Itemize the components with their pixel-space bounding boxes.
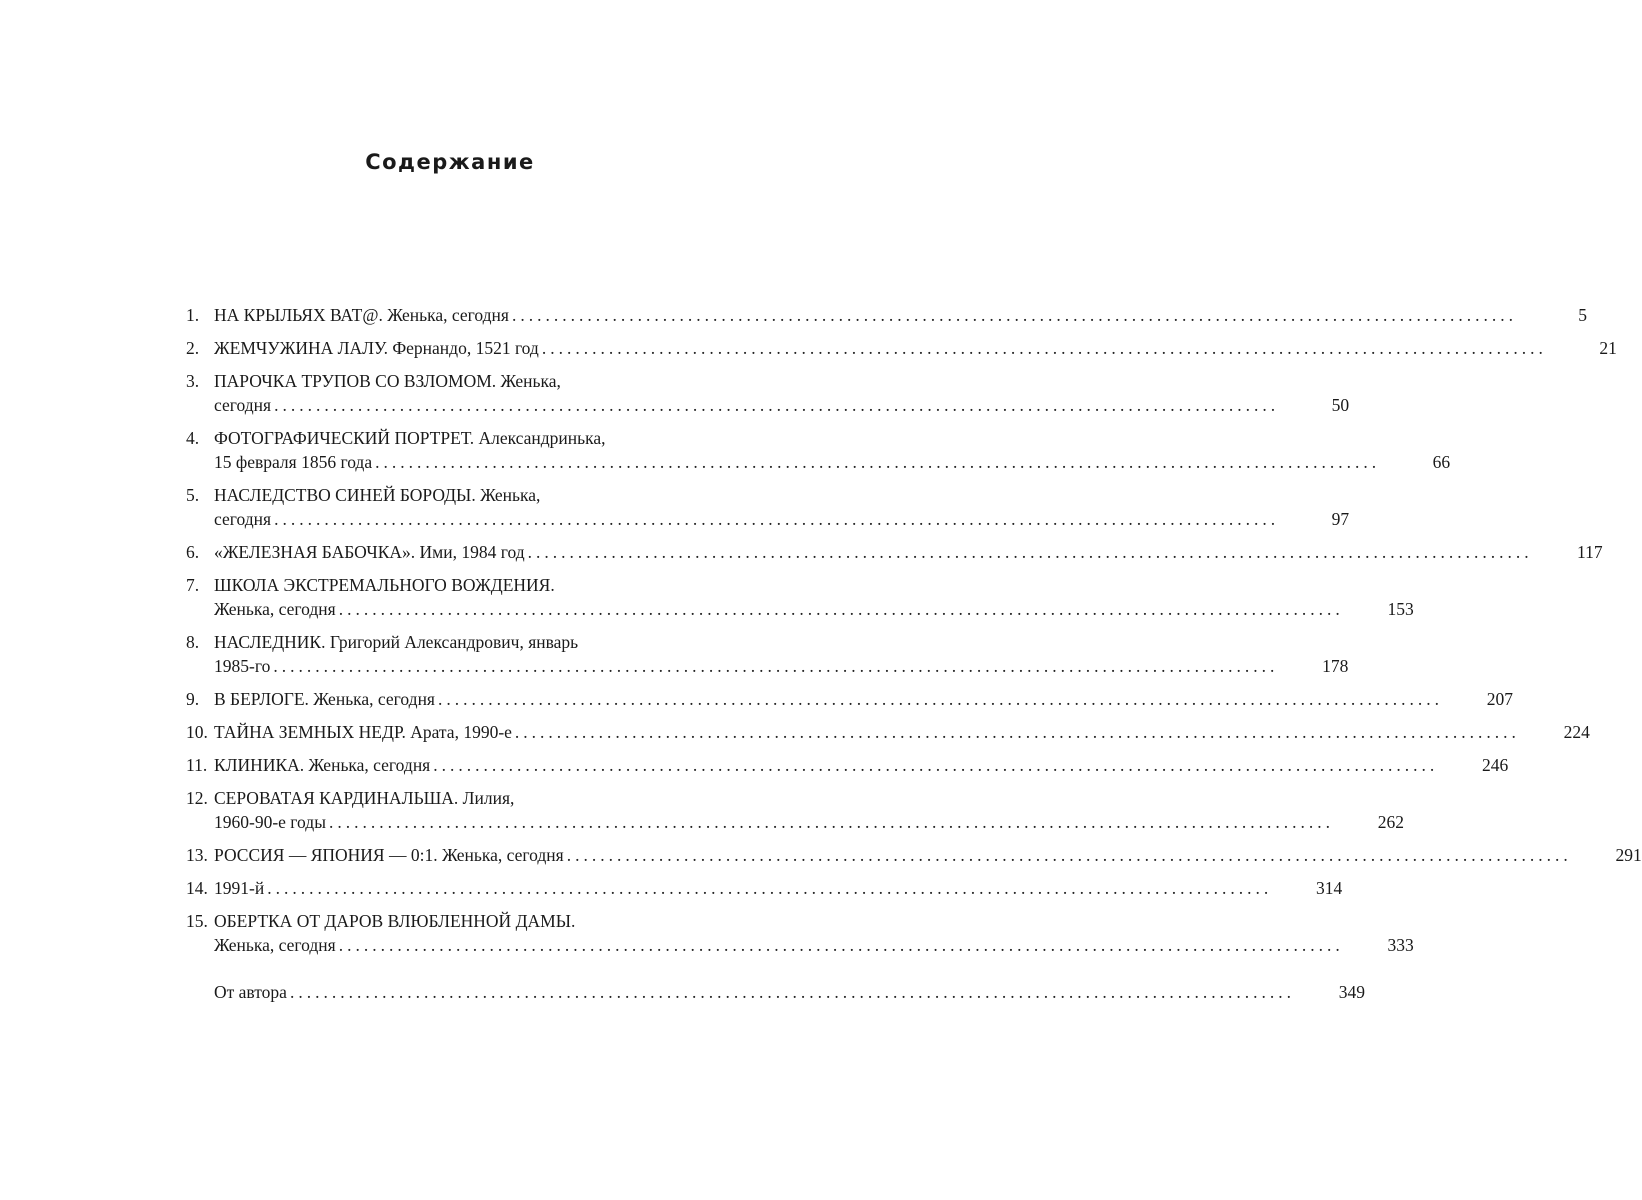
page-number: 314 <box>1315 878 1343 898</box>
dot-leader: ........................................................................................................................ <box>289 982 1295 1002</box>
page-title: Содержание <box>365 150 535 174</box>
page-number: 246 <box>1481 755 1509 775</box>
chapter-title-text: РОССИЯ — ЯПОНИЯ — 0:1. Женька, сегодня <box>214 845 564 865</box>
chapter-title-text: «ЖЕЛЕЗНАЯ БАБОЧКА». Ими, 1984 год <box>214 542 525 562</box>
chapter-title-text: сегодня <box>214 509 272 529</box>
toc-entry <box>186 843 1642 867</box>
chapter-title-text: В БЕРЛОГЕ. Женька, сегодня <box>214 689 435 709</box>
chapter-title-text: 1985-го <box>214 656 271 676</box>
chapter-title-text: НА КРЫЛЬЯХ ВАТ@. Женька, сегодня <box>214 305 509 325</box>
page-number: 50 <box>1331 395 1350 415</box>
page-number: 207 <box>1486 689 1513 709</box>
toc-entry <box>186 369 1350 417</box>
chapter-number: 7. <box>186 575 200 595</box>
toc-entry <box>186 303 1587 327</box>
chapter-number: 11. <box>186 755 208 775</box>
chapter-number: 1. <box>186 305 200 325</box>
toc-entry <box>186 336 1617 360</box>
page-number: 97 <box>1331 509 1350 529</box>
chapter-number: 13. <box>186 845 208 865</box>
toc-entry <box>186 426 1451 474</box>
dot-leader: ........................................................................................................................ <box>267 878 1273 898</box>
chapter-title-text: ТАЙНА ЗЕМНЫХ НЕДР. Арата, 1990-е <box>214 722 512 742</box>
chapter-number: 9. <box>186 689 200 709</box>
dot-leader: ........................................................................................................................ <box>338 599 1344 619</box>
page-number: 5 <box>1578 305 1587 325</box>
chapter-number: 8. <box>186 632 200 652</box>
dot-leader: ........................................................................................................................ <box>328 812 1334 832</box>
chapter-number: 10. <box>186 722 208 742</box>
dot-leader: ........................................................................................................................ <box>541 338 1547 358</box>
toc-entry <box>186 909 1414 957</box>
dot-leader: ........................................................................................................................ <box>338 935 1344 955</box>
table-of-contents <box>186 303 1642 1013</box>
chapter-title-text: От автора <box>214 982 287 1002</box>
toc-entry <box>186 540 1603 564</box>
dot-leader: ........................................................................................................................ <box>375 452 1381 472</box>
toc-entry <box>186 753 1509 777</box>
toc-entry <box>186 720 1590 744</box>
dot-leader: ........................................................................................................................ <box>566 845 1572 865</box>
chapter-number: 4. <box>186 428 200 448</box>
chapter-title-text: 15 февраля 1856 года <box>214 452 373 472</box>
toc-entry <box>186 980 1365 1004</box>
page-number: 21 <box>1599 338 1617 358</box>
chapter-title-line: ФОТОГРАФИЧЕСКИЙ ПОРТРЕТ. Александринька, <box>214 428 606 448</box>
chapter-title-line: ОБЕРТКА ОТ ДАРОВ ВЛЮБЛЕННОЙ ДАМЫ. <box>214 911 576 931</box>
dot-leader: ........................................................................................................................ <box>274 395 1280 415</box>
dot-leader: ........................................................................................................................ <box>511 305 1517 325</box>
chapter-title-text: 1991-й <box>214 878 265 898</box>
chapter-title-line: СЕРОВАТАЯ КАРДИНАЛЬША. Лилия, <box>214 788 515 808</box>
dot-leader: ........................................................................................................................ <box>437 689 1443 709</box>
toc-entry <box>186 687 1513 711</box>
chapter-number: 12. <box>186 788 208 808</box>
page-number: 178 <box>1322 656 1349 676</box>
page-number: 153 <box>1387 599 1414 619</box>
page-number: 224 <box>1563 722 1590 742</box>
toc-entry <box>186 483 1350 531</box>
chapter-number: 2. <box>186 338 200 358</box>
chapter-number <box>186 980 214 1004</box>
dot-leader: ........................................................................................................................ <box>273 656 1279 676</box>
page-number: 333 <box>1387 935 1414 955</box>
toc-entry <box>186 573 1414 621</box>
page-number: 66 <box>1432 452 1451 472</box>
chapter-number: 5. <box>186 485 200 505</box>
page-number: 262 <box>1377 812 1404 832</box>
chapter-number: 14. <box>186 878 208 898</box>
page-number: 349 <box>1338 982 1365 1002</box>
chapter-title-text: КЛИНИКА. Женька, сегодня <box>214 755 431 775</box>
dot-leader: ........................................................................................................................ <box>514 722 1520 742</box>
toc-entry <box>186 876 1343 900</box>
chapter-title-text: 1960-90-е годы <box>214 812 326 832</box>
toc-entry <box>186 786 1404 834</box>
toc-entry <box>186 630 1349 678</box>
chapter-title-text: сегодня <box>214 395 272 415</box>
chapter-title-line: ШКОЛА ЭКСТРЕМАЛЬНОГО ВОЖДЕНИЯ. <box>214 575 555 595</box>
chapter-title-line: НАСЛЕДСТВО СИНЕЙ БОРОДЫ. Женька, <box>214 485 541 505</box>
chapter-number: 6. <box>186 542 200 562</box>
chapter-title-text: Женька, сегодня <box>214 935 336 955</box>
page-number: 291 <box>1615 845 1642 865</box>
dot-leader: ........................................................................................................................ <box>433 755 1439 775</box>
chapter-title-text: Женька, сегодня <box>214 599 336 619</box>
dot-leader: ........................................................................................................................ <box>274 509 1280 529</box>
dot-leader: ........................................................................................................................ <box>527 542 1533 562</box>
chapter-title-line: ПАРОЧКА ТРУПОВ СО ВЗЛОМОМ. Женька, <box>214 371 561 391</box>
chapter-number: 3. <box>186 371 200 391</box>
chapter-title-text: ЖЕМЧУЖИНА ЛАЛУ. Фернандо, 1521 год <box>214 338 539 358</box>
page-number: 117 <box>1577 542 1603 562</box>
chapter-title-line: НАСЛЕДНИК. Григорий Александрович, январь <box>214 632 579 652</box>
chapter-number: 15. <box>186 911 208 931</box>
